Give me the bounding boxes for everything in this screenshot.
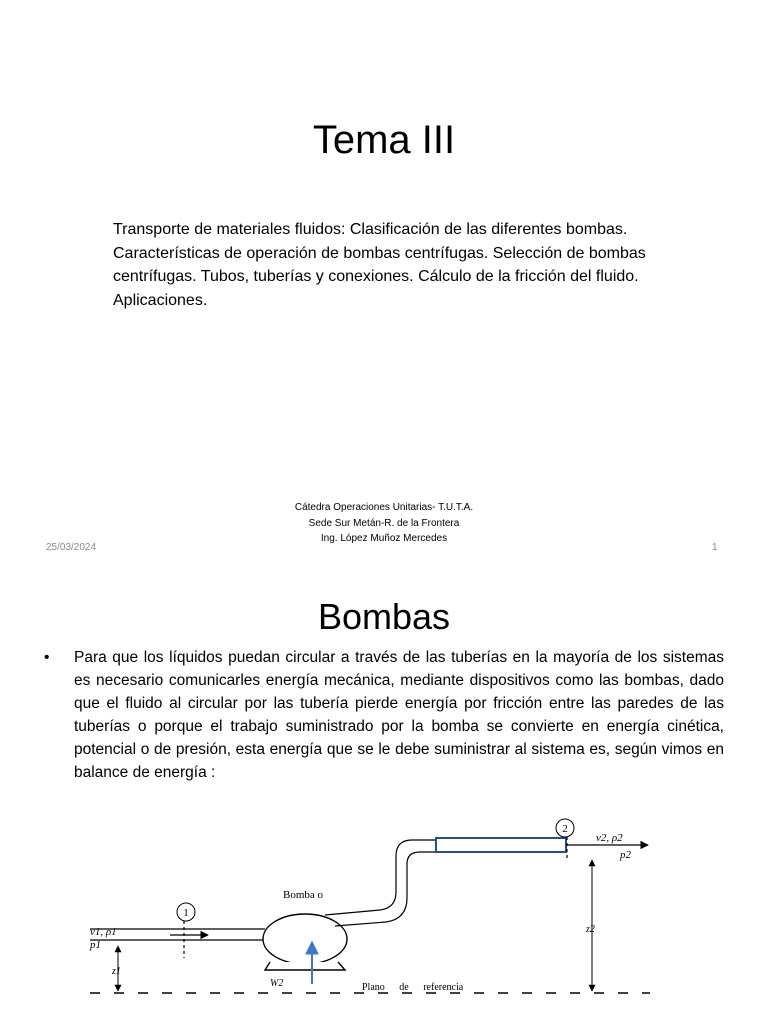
footer-line-3: Ing. López Muñoz Mercedes: [320, 533, 448, 544]
footer-line-2: Sede Sur Metán-R. de la Frontera: [308, 517, 460, 529]
inlet-velocity-label: v1, ρ1: [90, 926, 117, 938]
outlet-velocity-label: v2, ρ2: [596, 832, 623, 844]
outlet-riser-inner: [335, 852, 436, 926]
bullet-dot: •: [44, 649, 50, 666]
z1-label: z1: [112, 966, 121, 977]
inlet-pressure-label: p1: [90, 939, 101, 951]
outlet-pipe: [436, 838, 566, 852]
slide-title: Tema III: [312, 118, 456, 162]
outlet-riser-outer: [325, 840, 436, 915]
footer-credits: [0, 500, 768, 547]
bullet-item: [44, 646, 724, 784]
slide-2: [0, 570, 768, 1024]
pump-base: [265, 962, 345, 970]
point-1-label: 1: [183, 907, 189, 919]
z2-label: z2: [586, 924, 595, 935]
footer-line-1: Cátedra Operaciones Unitarias- T.U.T.A.: [294, 502, 474, 513]
intro-text: Transporte de materiales fluidos: Clasificación de las diferentes bombas. Características de operación de bombas centrífugas. Selección de bombas centrífugas. Tubos, tuberías y conexiones. Cálculo de la fricción del fluido. Aplicaciones.: [113, 221, 646, 309]
slide-title: Bombas: [317, 596, 451, 637]
outlet-pressure-label: p2: [620, 849, 631, 861]
page-number: 1: [712, 542, 718, 553]
footer-date: 25/03/2024: [46, 542, 97, 553]
work-label: W2: [270, 978, 284, 989]
bullet-text: Para que los líquidos puedan circular a través de las tuberías en la mayoría de los sistemas es necesario comunicarles energía mecánica, mediante dispositivos como las bombas, dado que el fluido al circular por las tubería pierde energía por fricción entre las paredes de las tuberías o porque el trabajo suministrado por la bomba se convierte en energía cinética, potencial o de presión, esta energía que se le debe suministrar al sistema es, según vimos en balance de energía :: [74, 649, 724, 781]
pump-label: Bomba o: [283, 889, 324, 901]
pump-body: [263, 914, 347, 964]
pump-system-diagram: [80, 814, 680, 1024]
reference-label: Plano de referencia: [362, 982, 464, 993]
point-2-label: 2: [562, 823, 568, 835]
